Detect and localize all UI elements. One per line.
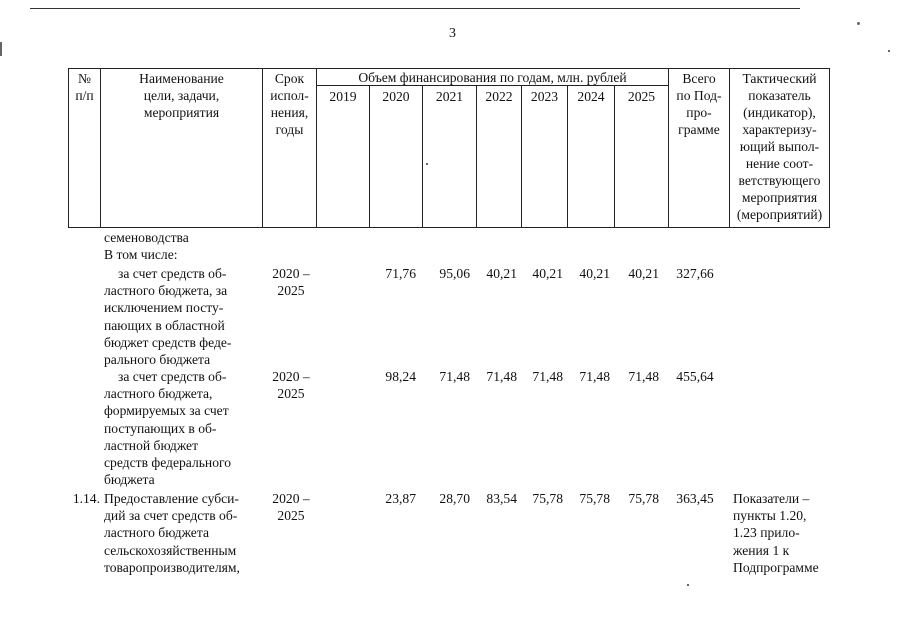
- row-value-2020: 98,24: [385, 369, 416, 384]
- row-value-2023: 75,78: [532, 491, 563, 506]
- page-number: 3: [449, 26, 456, 41]
- row-value-2022: 71,48: [486, 369, 517, 384]
- row-value-2023: 40,21: [532, 266, 563, 281]
- row-indicator: Показатели – пункты 1.20, 1.23 прило- жения 1 к Подпрограмме: [733, 491, 819, 575]
- scan-speck: [687, 584, 689, 586]
- header-year-2024: 2024: [577, 89, 605, 104]
- row-value-2022: 40,21: [486, 266, 517, 281]
- row-term: 2020 – 2025: [272, 491, 310, 524]
- row-value-2024: 40,21: [579, 266, 610, 281]
- header-bottom-border: [68, 227, 829, 228]
- header-indicator: Тактический показатель (индикатор), характеризу- ющий выпол- нение соот- ветствующего мероприятия (мероприятий): [736, 71, 823, 222]
- row-value-2025: 75,78: [628, 491, 659, 506]
- header-term: Срок испол- нения, годы: [270, 71, 309, 137]
- col-line: [614, 85, 615, 228]
- row-total: 363,45: [676, 491, 714, 506]
- col-line: [829, 68, 830, 228]
- row-value-2022: 83,54: [486, 491, 517, 506]
- top-scan-edge: [30, 8, 800, 9]
- row-term: 2020 – 2025: [272, 369, 310, 402]
- row-total: 455,64: [676, 369, 714, 384]
- row-value-2020: 71,76: [385, 266, 416, 281]
- header-year-2022: 2022: [485, 89, 513, 104]
- header-year-2021: 2021: [435, 89, 464, 104]
- header-funding: Объем финансирования по годам, млн. рублей: [358, 70, 627, 85]
- row-total: 327,66: [676, 266, 714, 281]
- row-value-2024: 71,48: [579, 369, 610, 384]
- row-value-2020: 23,87: [385, 491, 416, 506]
- row-term: 2020 – 2025: [272, 266, 310, 299]
- header-number: № п/п: [75, 71, 94, 103]
- col-line: [422, 85, 423, 228]
- scan-speck: [888, 50, 890, 52]
- scan-speck: [0, 42, 2, 56]
- col-line: [369, 85, 370, 228]
- header-total: Всего по Под- про- грамме: [676, 71, 722, 137]
- including-label: В том числе:: [104, 247, 178, 262]
- row-name: Предоставление субси- дий за счет средств об- ластного бюджета сельскохозяйственным товаропроизводителям,: [104, 491, 240, 575]
- header-year-2019: 2019: [329, 89, 357, 104]
- header-year-2025: 2025: [627, 89, 656, 104]
- row-value-2025: 71,48: [628, 369, 659, 384]
- col-line: [567, 85, 568, 228]
- scan-speck: [426, 163, 428, 165]
- col-line: [476, 85, 477, 228]
- row-value-2025: 40,21: [628, 266, 659, 281]
- header-year-2023: 2023: [530, 89, 559, 104]
- header-name: Наименование цели, задачи, мероприятия: [139, 71, 224, 120]
- row-name: за счет средств об- ластного бюджета, формируемых за счет поступающих в об- ластной бюджет средств федерального бюджета: [104, 369, 232, 488]
- row-value-2021: 71,48: [439, 369, 470, 384]
- col-line: [521, 85, 522, 228]
- row-value-2024: 75,78: [579, 491, 610, 506]
- row-value-2023: 71,48: [532, 369, 563, 384]
- row-name: за счет средств об- ластного бюджета, за исключением посту- пающих в областной бюджет средств феде- рального бюджета: [104, 266, 232, 368]
- row-value-2021: 95,06: [439, 266, 470, 281]
- row-value-2021: 28,70: [439, 491, 470, 506]
- continuation-text: семеноводства: [104, 230, 189, 245]
- row-number: 1.14.: [72, 491, 100, 506]
- header-year-2020: 2020: [382, 89, 410, 104]
